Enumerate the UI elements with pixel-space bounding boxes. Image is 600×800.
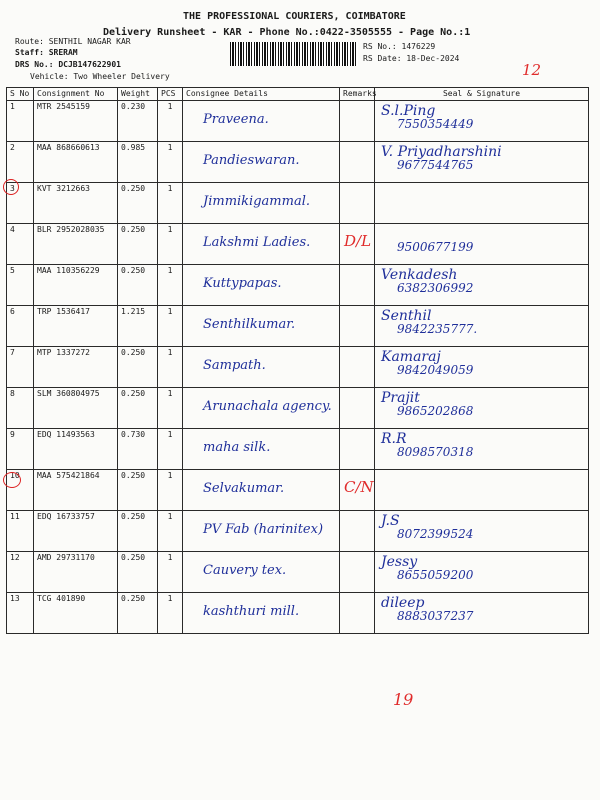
- barcode: [230, 42, 358, 66]
- row-consignee-cell: [183, 142, 340, 183]
- table-row: [7, 306, 589, 347]
- consignee-name: Pandieswaran.: [203, 153, 300, 168]
- signature: R.R: [381, 431, 407, 447]
- row-consignment-no: MTR 2545159: [34, 101, 118, 142]
- row-sno: 10: [7, 470, 34, 511]
- row-signature-cell: [375, 101, 589, 142]
- row-weight: 0.250: [118, 470, 158, 511]
- signature: Prajit: [381, 390, 420, 406]
- row-signature-cell: [375, 511, 589, 552]
- signature-phone: 8883037237: [397, 609, 474, 623]
- row-consignee-cell: [183, 593, 340, 634]
- row-consignment-no: AMD 29731170: [34, 552, 118, 593]
- drs-number: DRS No.: DCJB147622901: [15, 60, 121, 69]
- remark-mark: C/N: [344, 478, 374, 496]
- table-row: [7, 101, 589, 142]
- row-consignment-no: SLM 360804975: [34, 388, 118, 429]
- col-weight: Weight: [118, 88, 158, 101]
- rs-number: RS No.: 1476229: [363, 42, 436, 51]
- staff-label: Staff: SRERAM: [15, 48, 78, 57]
- row-pcs: 1: [158, 183, 183, 224]
- signature-phone: 9500677199: [397, 240, 474, 254]
- row-sno: 8: [7, 388, 34, 429]
- consignee-name: Praveena.: [203, 112, 269, 127]
- row-consignment-no: TRP 1536417: [34, 306, 118, 347]
- signature-phone: 9865202868: [397, 404, 474, 418]
- row-remarks-cell: [340, 593, 375, 634]
- consignee-name: Kuttypapas.: [203, 276, 282, 291]
- signature: Venkadesh: [381, 267, 458, 283]
- row-remarks-cell: [340, 101, 375, 142]
- row-consignee-cell: [183, 224, 340, 265]
- row-sno: 13: [7, 593, 34, 634]
- row-consignment-no: MAA 868660613: [34, 142, 118, 183]
- row-pcs: 1: [158, 388, 183, 429]
- consignee-name: Selvakumar.: [203, 481, 285, 496]
- col-sno: S No: [7, 88, 34, 101]
- table-row: [7, 470, 589, 511]
- row-pcs: 1: [158, 593, 183, 634]
- signature-phone: 6382306992: [397, 281, 474, 295]
- consignee-name: Cauvery tex.: [203, 563, 287, 578]
- row-remarks-cell: [340, 429, 375, 470]
- row-remarks-cell: [340, 306, 375, 347]
- row-sno: 3: [7, 183, 34, 224]
- row-pcs: 1: [158, 511, 183, 552]
- row-weight: 0.250: [118, 388, 158, 429]
- row-weight: 0.730: [118, 429, 158, 470]
- col-seal: Seal & Signature: [375, 88, 589, 101]
- row-consignee-cell: [183, 101, 340, 142]
- handwritten-count: 12: [522, 61, 542, 79]
- runsheet-table: [6, 87, 589, 634]
- row-pcs: 1: [158, 470, 183, 511]
- table-row: [7, 552, 589, 593]
- row-remarks-cell: [340, 511, 375, 552]
- row-consignment-no: BLR 2952028035: [34, 224, 118, 265]
- row-sno: 1: [7, 101, 34, 142]
- row-sno: 11: [7, 511, 34, 552]
- row-consignment-no: EDQ 11493563: [34, 429, 118, 470]
- row-consignee-cell: [183, 511, 340, 552]
- vehicle-label: Vehicle: Two Wheeler Delivery: [30, 72, 170, 81]
- consignee-name: Lakshmi Ladies.: [203, 235, 311, 250]
- row-weight: 0.250: [118, 593, 158, 634]
- row-remarks-cell: [340, 224, 375, 265]
- row-pcs: 1: [158, 552, 183, 593]
- consignee-name: Sampath.: [203, 358, 266, 373]
- row-signature-cell: [375, 183, 589, 224]
- row-weight: 0.250: [118, 347, 158, 388]
- rs-date: RS Date: 18-Dec-2024: [363, 54, 460, 63]
- row-sno: 5: [7, 265, 34, 306]
- row-pcs: 1: [158, 265, 183, 306]
- signature-phone: 9677544765: [397, 158, 474, 172]
- signature-phone: 8072399524: [397, 527, 474, 541]
- row-weight: 0.230: [118, 101, 158, 142]
- signature-phone: 9842049059: [397, 363, 474, 377]
- row-remarks-cell: [340, 552, 375, 593]
- row-remarks-cell: [340, 265, 375, 306]
- row-weight: 0.250: [118, 511, 158, 552]
- table-row: [7, 429, 589, 470]
- row-consignee-cell: [183, 347, 340, 388]
- row-signature-cell: [375, 593, 589, 634]
- row-signature-cell: [375, 347, 589, 388]
- row-sno: 2: [7, 142, 34, 183]
- row-consignee-cell: [183, 388, 340, 429]
- table-row: [7, 142, 589, 183]
- row-10-circle-mark: [3, 472, 21, 488]
- row-consignment-no: MTP 1337272: [34, 347, 118, 388]
- row-remarks-cell: [340, 388, 375, 429]
- signature: Kamaraj: [381, 349, 441, 365]
- signature-phone: 8655059200: [397, 568, 474, 582]
- signature: V. Priyadharshini: [381, 144, 502, 160]
- row-signature-cell: [375, 470, 589, 511]
- row-consignment-no: MAA 575421864: [34, 470, 118, 511]
- row-remarks-cell: [340, 347, 375, 388]
- col-consignee: Consignee Details: [183, 88, 340, 101]
- row-sno: 9: [7, 429, 34, 470]
- row-signature-cell: [375, 306, 589, 347]
- signature-phone: 8098570318: [397, 445, 474, 459]
- row-consignment-no: TCG 401890: [34, 593, 118, 634]
- row-signature-cell: [375, 388, 589, 429]
- signature: dileep: [381, 595, 425, 611]
- row-consignee-cell: [183, 470, 340, 511]
- consignee-name: kashthuri mill.: [203, 604, 300, 619]
- col-consignment: Consignment No: [34, 88, 118, 101]
- row-weight: 0.250: [118, 224, 158, 265]
- col-pcs: PCS: [158, 88, 183, 101]
- signature-phone: 7550354449: [397, 117, 474, 131]
- row-weight: 1.215: [118, 306, 158, 347]
- row-sno: 4: [7, 224, 34, 265]
- table-row: [7, 265, 589, 306]
- row-remarks-cell: [340, 142, 375, 183]
- row-pcs: 1: [158, 224, 183, 265]
- table-row: [7, 593, 589, 634]
- row-sno: 12: [7, 552, 34, 593]
- row-consignee-cell: [183, 183, 340, 224]
- consignee-name: maha silk.: [203, 440, 271, 455]
- route-label: Route: SENTHIL NAGAR KAR: [15, 37, 131, 46]
- row-remarks-cell: [340, 183, 375, 224]
- row-3-circle-mark: [3, 179, 19, 195]
- row-remarks-cell: [340, 470, 375, 511]
- consignee-name: Arunachala agency.: [203, 399, 332, 414]
- row-consignee-cell: [183, 265, 340, 306]
- row-consignee-cell: [183, 306, 340, 347]
- row-pcs: 1: [158, 101, 183, 142]
- row-pcs: 1: [158, 347, 183, 388]
- signature: S.l.Ping: [381, 103, 436, 119]
- row-consignment-no: EDQ 16733757: [34, 511, 118, 552]
- handwritten-total: 19: [393, 690, 414, 709]
- col-remarks: Remarks: [340, 88, 375, 101]
- consignee-name: PV Fab (harinitex): [203, 522, 324, 537]
- row-pcs: 1: [158, 429, 183, 470]
- table-row: [7, 511, 589, 552]
- table-row: [7, 347, 589, 388]
- consignee-name: Jimmikigammal.: [203, 194, 310, 209]
- signature: Senthil: [381, 308, 432, 324]
- consignee-name: Senthilkumar.: [203, 317, 296, 332]
- runsheet-title: Delivery Runsheet - KAR - Phone No.:0422-3505555 - Page No.:1: [103, 27, 471, 38]
- row-weight: 0.250: [118, 552, 158, 593]
- row-signature-cell: [375, 552, 589, 593]
- row-weight: 0.250: [118, 265, 158, 306]
- row-sno: 7: [7, 347, 34, 388]
- row-pcs: 1: [158, 306, 183, 347]
- signature: Jessy: [381, 554, 418, 570]
- row-consignee-cell: [183, 429, 340, 470]
- row-signature-cell: [375, 429, 589, 470]
- row-weight: 0.985: [118, 142, 158, 183]
- row-sno: 6: [7, 306, 34, 347]
- row-signature-cell: [375, 224, 589, 265]
- signature: J.S: [381, 513, 400, 529]
- company-name: THE PROFESSIONAL COURIERS, COIMBATORE: [183, 11, 406, 22]
- row-signature-cell: [375, 142, 589, 183]
- row-consignee-cell: [183, 552, 340, 593]
- table-header-row: [7, 88, 589, 101]
- table-row: [7, 224, 589, 265]
- row-signature-cell: [375, 265, 589, 306]
- table-row: [7, 183, 589, 224]
- row-pcs: 1: [158, 142, 183, 183]
- table-row: [7, 388, 589, 429]
- signature-phone: 9842235777.: [397, 322, 478, 336]
- row-consignment-no: MAA 110356229: [34, 265, 118, 306]
- remark-mark: D/L: [344, 232, 372, 250]
- row-weight: 0.250: [118, 183, 158, 224]
- row-consignment-no: KVT 3212663: [34, 183, 118, 224]
